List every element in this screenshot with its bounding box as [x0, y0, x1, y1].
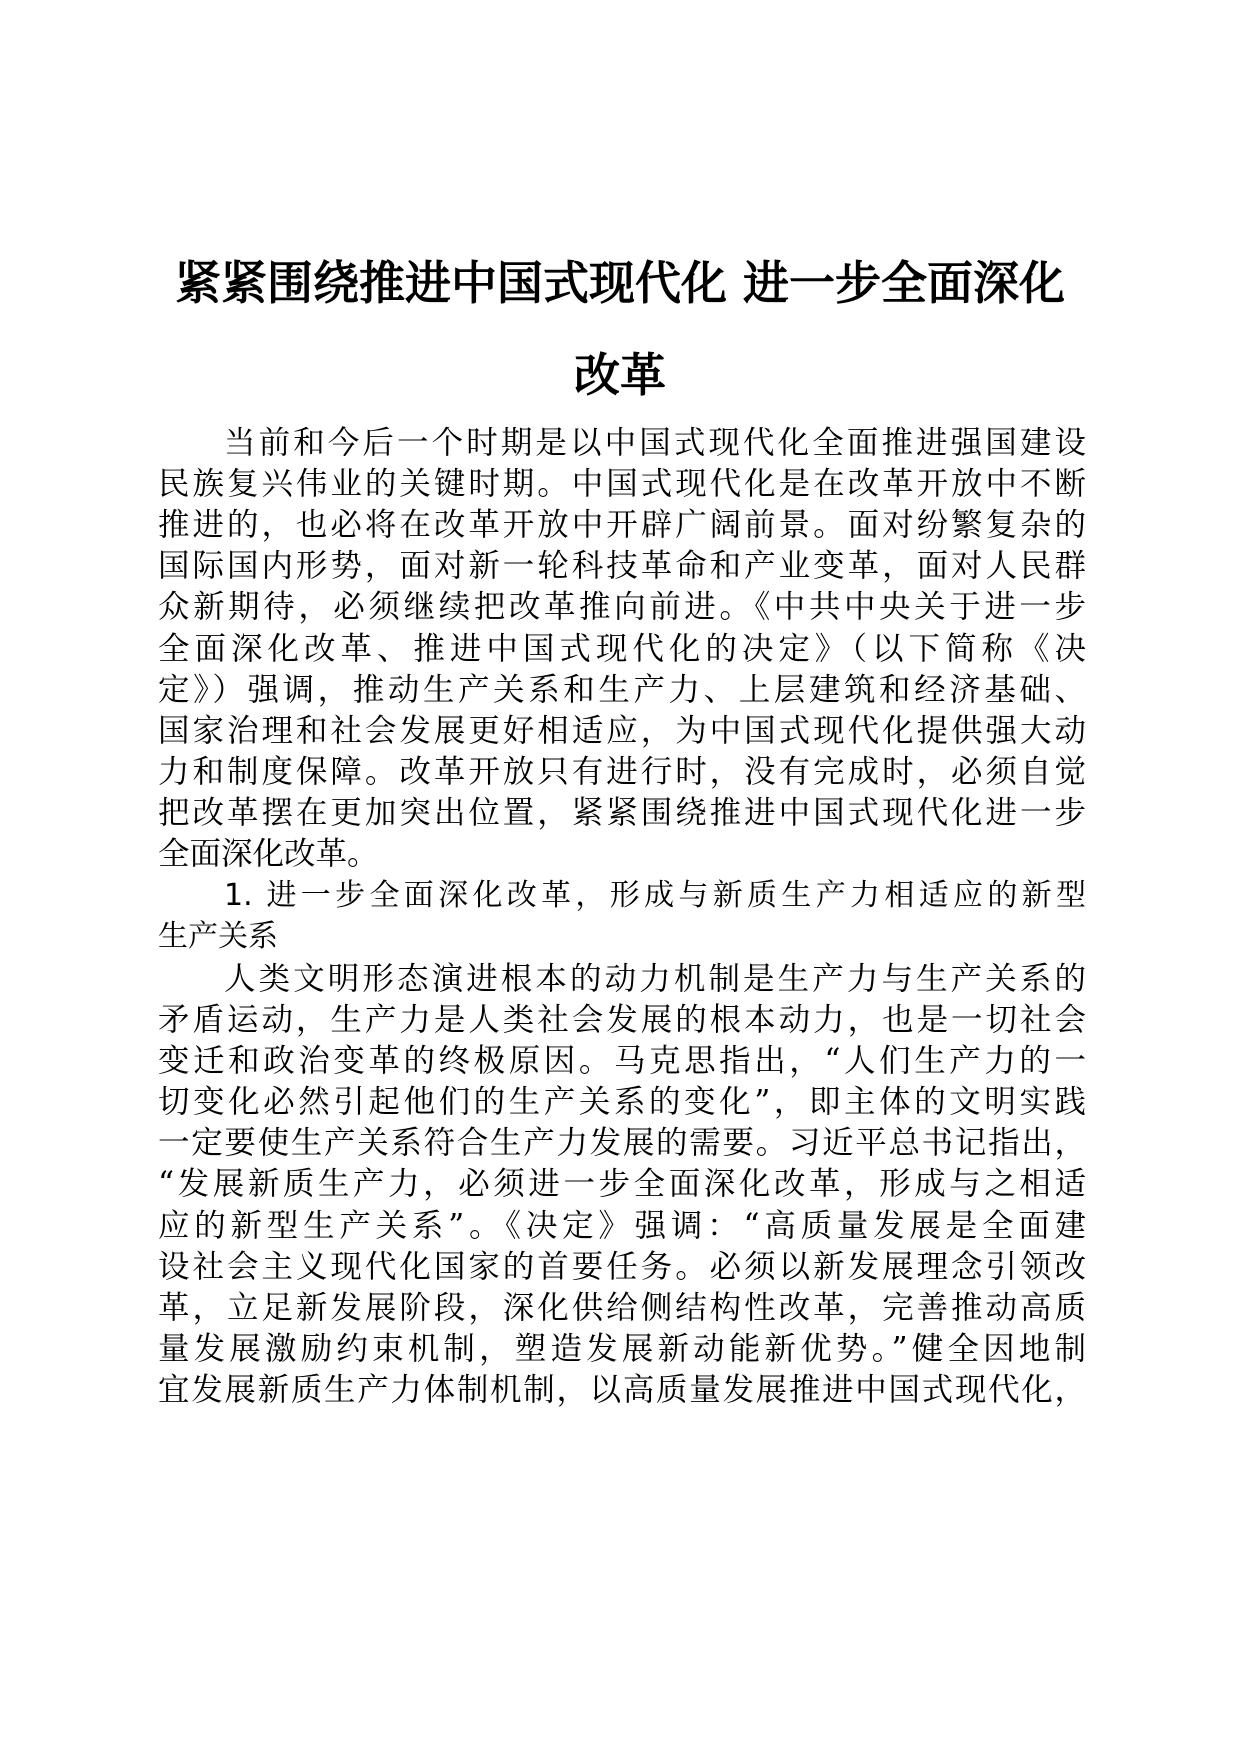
paragraph-2-line: 宜发展新质生产力体制机制，以高质量发展推进中国式现代化，: [158, 1372, 1086, 1408]
paragraph-1-line: 力和制度保障。改革开放只有进行时，没有完成时，必须自觉: [158, 754, 1086, 790]
section-heading-line: 生产关系: [158, 919, 278, 954]
paragraph-2-line: 变迁和政治变革的终极原因。马克思指出，“人们生产力的一: [158, 1043, 1086, 1079]
paragraph-1-line: 全面深化改革、推进中国式现代化的决定》（以下简称《决: [158, 631, 1086, 667]
paragraph-2-line: 矛盾运动，生产力是人类社会发展的根本动力，也是一切社会: [158, 1002, 1086, 1038]
paragraph-2-line: 应的新型生产关系”。《决定》强调：“高质量发展是全面建: [158, 1208, 1086, 1244]
paragraph-1-line: 定》）强调，推动生产关系和生产力、上层建筑和经济基础、: [158, 672, 1086, 708]
paragraph-1-line: 国际国内形势，面对新一轮科技革命和产业变革，面对人民群: [158, 548, 1086, 584]
section-heading-line: 1. 进一步全面深化改革，形成与新质生产力相适应的新型: [224, 878, 1086, 913]
paragraph-2-line: 一定要使生产关系符合生产力发展的需要。习近平总书记指出，: [158, 1125, 1086, 1161]
paragraph-1-line: 众新期待，必须继续把改革推向前进。《中共中央关于进一步: [158, 589, 1086, 625]
paragraph-2-line: 设社会主义现代化国家的首要任务。必须以新发展理念引领改: [158, 1249, 1086, 1285]
paragraph-2-line: “发展新质生产力，必须进一步全面深化改革，形成与之相适: [158, 1166, 1086, 1202]
paragraph-1-line: 把改革摆在更加突出位置，紧紧围绕推进中国式现代化进一步: [158, 795, 1086, 831]
paragraph-2-line: 量发展激励约束机制，塑造发展新动能新优势。”健全因地制: [158, 1331, 1086, 1367]
document-title-line-1: 紧紧围绕推进中国式现代化 进一步全面深化: [174, 256, 1065, 310]
document-title-line-2: 改革: [574, 348, 666, 402]
paragraph-1-line: 国家治理和社会发展更好相适应，为中国式现代化提供强大动: [158, 713, 1086, 749]
paragraph-2-line: 人类文明形态演进根本的动力机制是生产力与生产关系的: [224, 961, 1086, 997]
paragraph-1-line: 推进的，也必将在改革开放中开辟广阔前景。面对纷繁复杂的: [158, 507, 1086, 543]
paragraph-2-line: 革，立足新发展阶段，深化供给侧结构性改革，完善推动高质: [158, 1290, 1086, 1326]
paragraph-1-line: 全面深化改革。: [158, 836, 379, 872]
paragraph-2-line: 切变化必然引起他们的生产关系的变化”，即主体的文明实践: [158, 1084, 1086, 1120]
paragraph-1-line: 当前和今后一个时期是以中国式现代化全面推进强国建设: [224, 425, 1086, 461]
paragraph-1-line: 民族复兴伟业的关键时期。中国式现代化是在改革开放中不断: [158, 466, 1086, 502]
